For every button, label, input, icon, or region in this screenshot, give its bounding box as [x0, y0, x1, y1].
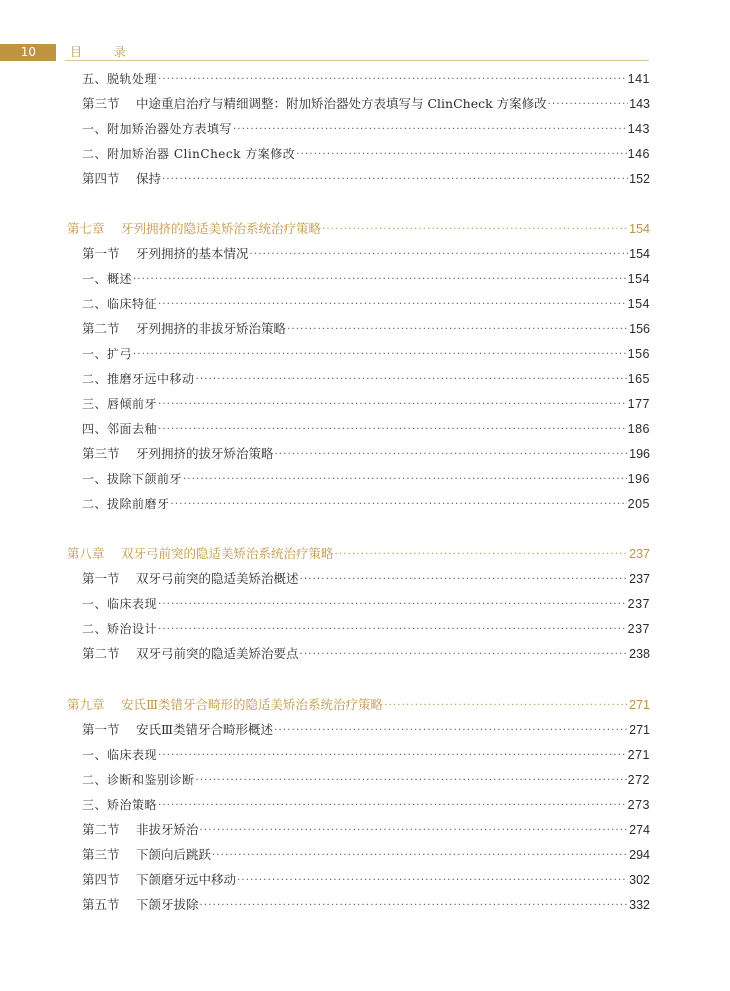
toc-chapter-entry[interactable]	[67, 694, 650, 716]
toc-entry-number: 第九章	[67, 697, 105, 712]
toc-page-number: 273	[627, 798, 650, 812]
toc-leader-dots	[158, 294, 627, 316]
toc-leader-dots	[196, 369, 627, 391]
toc-page-number: 196	[627, 472, 650, 486]
toc-entry-number: 第三节	[82, 847, 120, 862]
header-rule	[65, 60, 649, 61]
toc-entry-title: 二、拔除前磨牙	[82, 497, 170, 511]
toc-leader-dots	[233, 119, 627, 141]
toc-leader-dots	[237, 870, 628, 892]
toc-subsection-entry[interactable]	[82, 744, 650, 766]
toc-entry-title: 牙列拥挤的非拔牙矫治策略	[136, 321, 287, 336]
toc-leader-dots	[158, 69, 627, 91]
toc-subsection-entry[interactable]	[82, 68, 650, 90]
toc-page-number: 237	[629, 547, 650, 561]
toc-page-number: 165	[627, 372, 650, 386]
toc-entry-number: 第二节	[82, 321, 120, 336]
toc-page-number: 143	[629, 97, 650, 111]
toc-leader-dots	[133, 269, 627, 291]
toc-section-entry[interactable]	[82, 243, 650, 265]
toc-entry-title: 二、矫治设计	[82, 622, 158, 636]
toc-subsection-entry[interactable]	[82, 293, 650, 315]
toc-entry-title: 一、扩弓	[82, 347, 133, 361]
toc-leader-dots	[274, 720, 628, 742]
toc-leader-dots	[275, 444, 629, 466]
toc-subsection-entry[interactable]	[82, 268, 650, 290]
toc-page-number: 302	[629, 873, 650, 887]
toc-leader-dots	[250, 244, 629, 266]
toc-entry-title: 三、矫治策略	[82, 798, 158, 812]
toc-page-number: 156	[627, 347, 650, 361]
toc-section-entry[interactable]	[82, 894, 650, 916]
toc-entry-title: 一、概述	[82, 272, 133, 286]
toc-entry-title: 牙列拥挤的隐适美矫治系统治疗策略	[121, 221, 322, 236]
toc-leader-dots	[162, 169, 628, 191]
toc-leader-dots	[300, 644, 629, 666]
toc-subsection-entry[interactable]	[82, 368, 650, 390]
toc-entry-title: 双牙弓前突的隐适美矫治系统治疗策略	[121, 546, 334, 561]
toc-entry-title: 双牙弓前突的隐适美矫治要点	[136, 646, 299, 661]
toc-entry-number: 第八章	[67, 546, 105, 561]
toc-leader-dots	[196, 770, 627, 792]
toc-subsection-entry[interactable]	[82, 493, 650, 515]
toc-leader-dots	[158, 594, 627, 616]
toc-entry-title: 五、脱轨处理	[82, 72, 158, 86]
toc-leader-dots	[384, 695, 628, 717]
toc-entry-number: 第一节	[82, 571, 120, 586]
toc-subsection-entry[interactable]	[82, 143, 650, 165]
toc-leader-dots	[296, 144, 626, 166]
toc-leader-dots	[335, 544, 629, 566]
toc-page-number: 272	[627, 773, 650, 787]
toc-section-entry[interactable]	[82, 869, 650, 891]
toc-leader-dots	[212, 845, 628, 867]
toc-page-number: 274	[629, 823, 650, 837]
toc-entry-number: 第一节	[82, 246, 120, 261]
toc-chapter-entry[interactable]	[67, 218, 650, 240]
toc-entry-number: 第四节	[82, 872, 120, 887]
toc-entry-title: 二、临床特征	[82, 297, 158, 311]
toc-entry-title: 二、推磨牙远中移动	[82, 372, 195, 386]
toc-leader-dots	[200, 820, 629, 842]
toc-section-entry[interactable]	[82, 643, 650, 665]
header-title: 目 录	[70, 45, 140, 59]
toc-page-number: 152	[629, 172, 650, 186]
toc-section-entry[interactable]	[82, 844, 650, 866]
toc-leader-dots	[158, 394, 627, 416]
toc-section-entry[interactable]	[82, 168, 650, 190]
toc-chapter-entry[interactable]	[67, 543, 650, 565]
toc-entry-number: 第五节	[82, 897, 120, 912]
toc-section-entry[interactable]	[82, 568, 650, 590]
toc-page-number: 156	[629, 322, 650, 336]
toc-entry-number: 第二节	[82, 822, 120, 837]
toc-page-number: 271	[627, 748, 650, 762]
toc-section-entry[interactable]	[82, 318, 650, 340]
toc-entry-number: 第四节	[82, 171, 120, 186]
toc-entry-number: 第三节	[82, 96, 120, 111]
toc-entry-title: 二、诊断和鉴别诊断	[82, 773, 195, 787]
toc-entry-number: 第二节	[82, 646, 120, 661]
toc-leader-dots	[183, 469, 627, 491]
toc-leader-dots	[158, 619, 627, 641]
toc-entry-title: 双牙弓前突的隐适美矫治概述	[136, 571, 299, 586]
toc-page-number: 177	[627, 397, 650, 411]
toc-subsection-entry[interactable]	[82, 393, 650, 415]
toc-entry-title: 一、附加矫治器处方表填写	[82, 122, 233, 136]
toc-leader-dots	[158, 795, 627, 817]
toc-section-entry[interactable]	[82, 819, 650, 841]
toc-entry-number: 第七章	[67, 221, 105, 236]
toc-page-number: 154	[629, 247, 650, 261]
toc-page-number: 271	[629, 723, 650, 737]
toc-leader-dots	[548, 94, 628, 116]
page-header	[0, 44, 730, 61]
toc-subsection-entry[interactable]	[82, 769, 650, 791]
toc-page-number: 237	[629, 572, 650, 586]
toc-page-number: 294	[629, 848, 650, 862]
toc-entry-title: 保持	[136, 171, 162, 186]
toc-entry-title: 四、邻面去釉	[82, 422, 158, 436]
toc-leader-dots	[200, 895, 629, 917]
toc-entry-title: 牙列拥挤的拔牙矫治策略	[136, 446, 274, 461]
toc-entry-title: 中途重启治疗与精细调整：附加矫治器处方表填写与 ClinCheck 方案修改	[136, 96, 547, 111]
toc-leader-dots	[158, 745, 627, 767]
toc-subsection-entry[interactable]	[82, 418, 650, 440]
toc-page-number: 143	[627, 122, 650, 136]
toc-leader-dots	[171, 494, 627, 516]
toc-page-number: 146	[627, 147, 650, 161]
toc-entry-title: 下颌向后跳跃	[136, 847, 212, 862]
toc-subsection-entry[interactable]	[82, 618, 650, 640]
toc-page-number: 186	[627, 422, 650, 436]
toc-subsection-entry[interactable]	[82, 468, 650, 490]
toc-page-number: 141	[627, 72, 650, 86]
toc-page-number: 205	[627, 497, 650, 511]
toc-entry-title: 安氏Ⅲ类错牙合畸形的隐适美矫治系统治疗策略	[121, 697, 384, 712]
toc-page-number: 238	[629, 647, 650, 661]
toc-page-number: 154	[627, 297, 650, 311]
toc-subsection-entry[interactable]	[82, 343, 650, 365]
toc-entry-number: 第一节	[82, 722, 120, 737]
toc-entry-title: 牙列拥挤的基本情况	[136, 246, 249, 261]
toc-entry-title: 下颌牙拔除	[136, 897, 199, 912]
toc-entry-title: 一、临床表现	[82, 748, 158, 762]
toc-page-number: 237	[627, 597, 650, 611]
toc-page-number: 196	[629, 447, 650, 461]
toc-leader-dots	[300, 569, 629, 591]
toc-entry-title: 一、临床表现	[82, 597, 158, 611]
toc-page-number: 154	[629, 222, 650, 236]
toc-section-entry[interactable]	[82, 719, 650, 741]
toc-page-number: 271	[629, 698, 650, 712]
toc-page-number: 237	[627, 622, 650, 636]
toc-section-entry[interactable]	[82, 93, 650, 115]
toc-leader-dots	[322, 219, 628, 241]
toc-subsection-entry[interactable]	[82, 118, 650, 140]
toc-leader-dots	[287, 319, 628, 341]
toc-entry-number: 第三节	[82, 446, 120, 461]
toc-entry-title: 安氏Ⅲ类错牙合畸形概述	[136, 722, 274, 737]
toc-entry-title: 一、拔除下颌前牙	[82, 472, 183, 486]
toc-leader-dots	[133, 344, 627, 366]
toc-subsection-entry[interactable]	[82, 794, 650, 816]
page-number-tab	[0, 44, 56, 61]
toc-page-number: 154	[627, 272, 650, 286]
toc-subsection-entry[interactable]	[82, 593, 650, 615]
toc-entry-title: 下颌磨牙远中移动	[136, 872, 237, 887]
toc-section-entry[interactable]	[82, 443, 650, 465]
toc-entry-title: 三、唇倾前牙	[82, 397, 158, 411]
toc-entry-title: 非拔牙矫治	[136, 822, 199, 837]
toc-entry-title: 二、附加矫治器 ClinCheck 方案修改	[82, 147, 296, 161]
page-number: 10	[20, 45, 36, 59]
toc-page-number: 332	[629, 898, 650, 912]
toc-leader-dots	[158, 419, 627, 441]
